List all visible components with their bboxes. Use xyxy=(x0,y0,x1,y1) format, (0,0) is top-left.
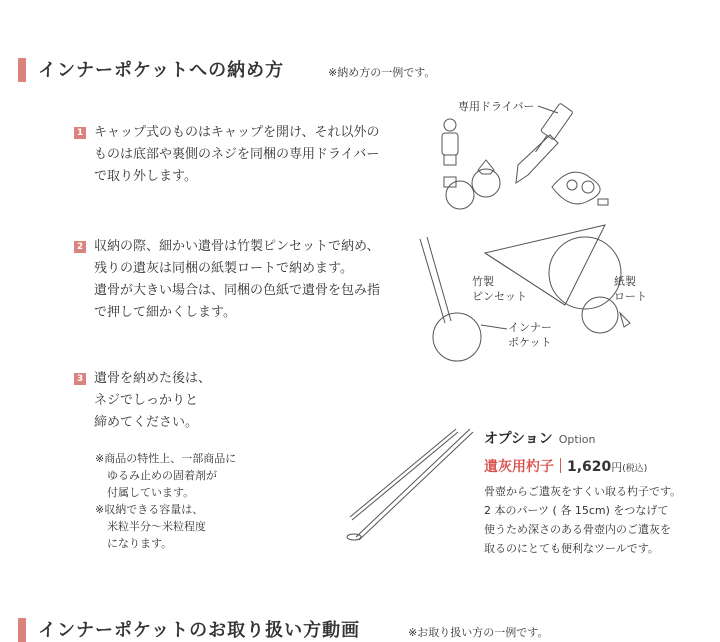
product-price: 1,620 xyxy=(567,459,612,475)
section-title: インナーポケットのお取り扱い方動画 xyxy=(38,620,361,641)
step-1 xyxy=(74,122,379,188)
option-description: 骨壺からご遺灰をすくい取る杓子です。 2 本のパーツ ( 各 15cm) をつなげて 使うため深さのある骨壺内のご遺灰を 取るのにとても便利なツールです。 xyxy=(484,485,682,555)
option-subtitle: Option xyxy=(558,433,596,446)
label-funnel: 紙製 ロート xyxy=(614,275,647,303)
section-note: ※お取り扱い方の一例です。 xyxy=(408,626,549,639)
note-line: になります。 xyxy=(107,537,173,550)
option-product xyxy=(484,456,647,476)
step-text: で取り外します。 xyxy=(94,169,197,184)
note-line: ※収納できる容量は、 xyxy=(95,503,204,516)
note-line: 米粒半分〜米粒程度 xyxy=(107,520,206,533)
section-accent-bar xyxy=(18,618,26,642)
product-name: 遺灰用杓子 xyxy=(484,459,554,475)
step-text: 収納の際、細かい遺骨は竹製ピンセットで納め、 xyxy=(94,239,380,254)
price-currency: 円 xyxy=(611,461,623,474)
label-tweezers: 竹製 ピンセット xyxy=(472,275,527,303)
illustration-ash-spoon xyxy=(330,425,480,545)
label-driver: 専用ドライバー xyxy=(458,100,535,113)
step-text: で押して細かくします。 xyxy=(94,305,236,320)
step-number: 1 xyxy=(74,127,86,139)
step-number: 3 xyxy=(74,373,86,385)
step-number: 2 xyxy=(74,241,86,253)
step-text: 遺骨が大きい場合は、同梱の色紙で遺骨を包み指 xyxy=(94,283,381,298)
step-text: ネジでしっかりと xyxy=(94,393,199,408)
step-text: ものは底部や裏側のネジを同梱の専用ドライバー xyxy=(94,147,380,162)
note-line: ゆるみ止めの固着剤が xyxy=(107,469,217,482)
step-text: 残りの遺灰は同梱の紙製ロートで納めます。 xyxy=(94,261,353,276)
price-tax-note: (税込) xyxy=(622,464,648,474)
label-pocket: インナー ポケット xyxy=(508,321,552,349)
section-note: ※納め方の一例です。 xyxy=(328,66,436,79)
illustration-capsules-driver xyxy=(430,95,620,215)
step-2 xyxy=(74,236,380,324)
step-text: 遺骨を納めた後は、 xyxy=(94,371,212,386)
step-3 xyxy=(74,368,211,434)
divider xyxy=(560,458,561,473)
step-text: キャップ式のものはキャップを開け、それ以外の xyxy=(94,125,380,140)
step-text: 締めてください。 xyxy=(94,415,199,430)
section-accent-bar xyxy=(18,58,26,82)
note-line: ※商品の特性上、一部商品に xyxy=(95,452,237,465)
notes xyxy=(95,450,236,552)
section-title: インナーポケットへの納め方 xyxy=(38,60,285,81)
note-line: 付属しています。 xyxy=(107,486,195,499)
option-title: オプション Option xyxy=(484,431,596,447)
